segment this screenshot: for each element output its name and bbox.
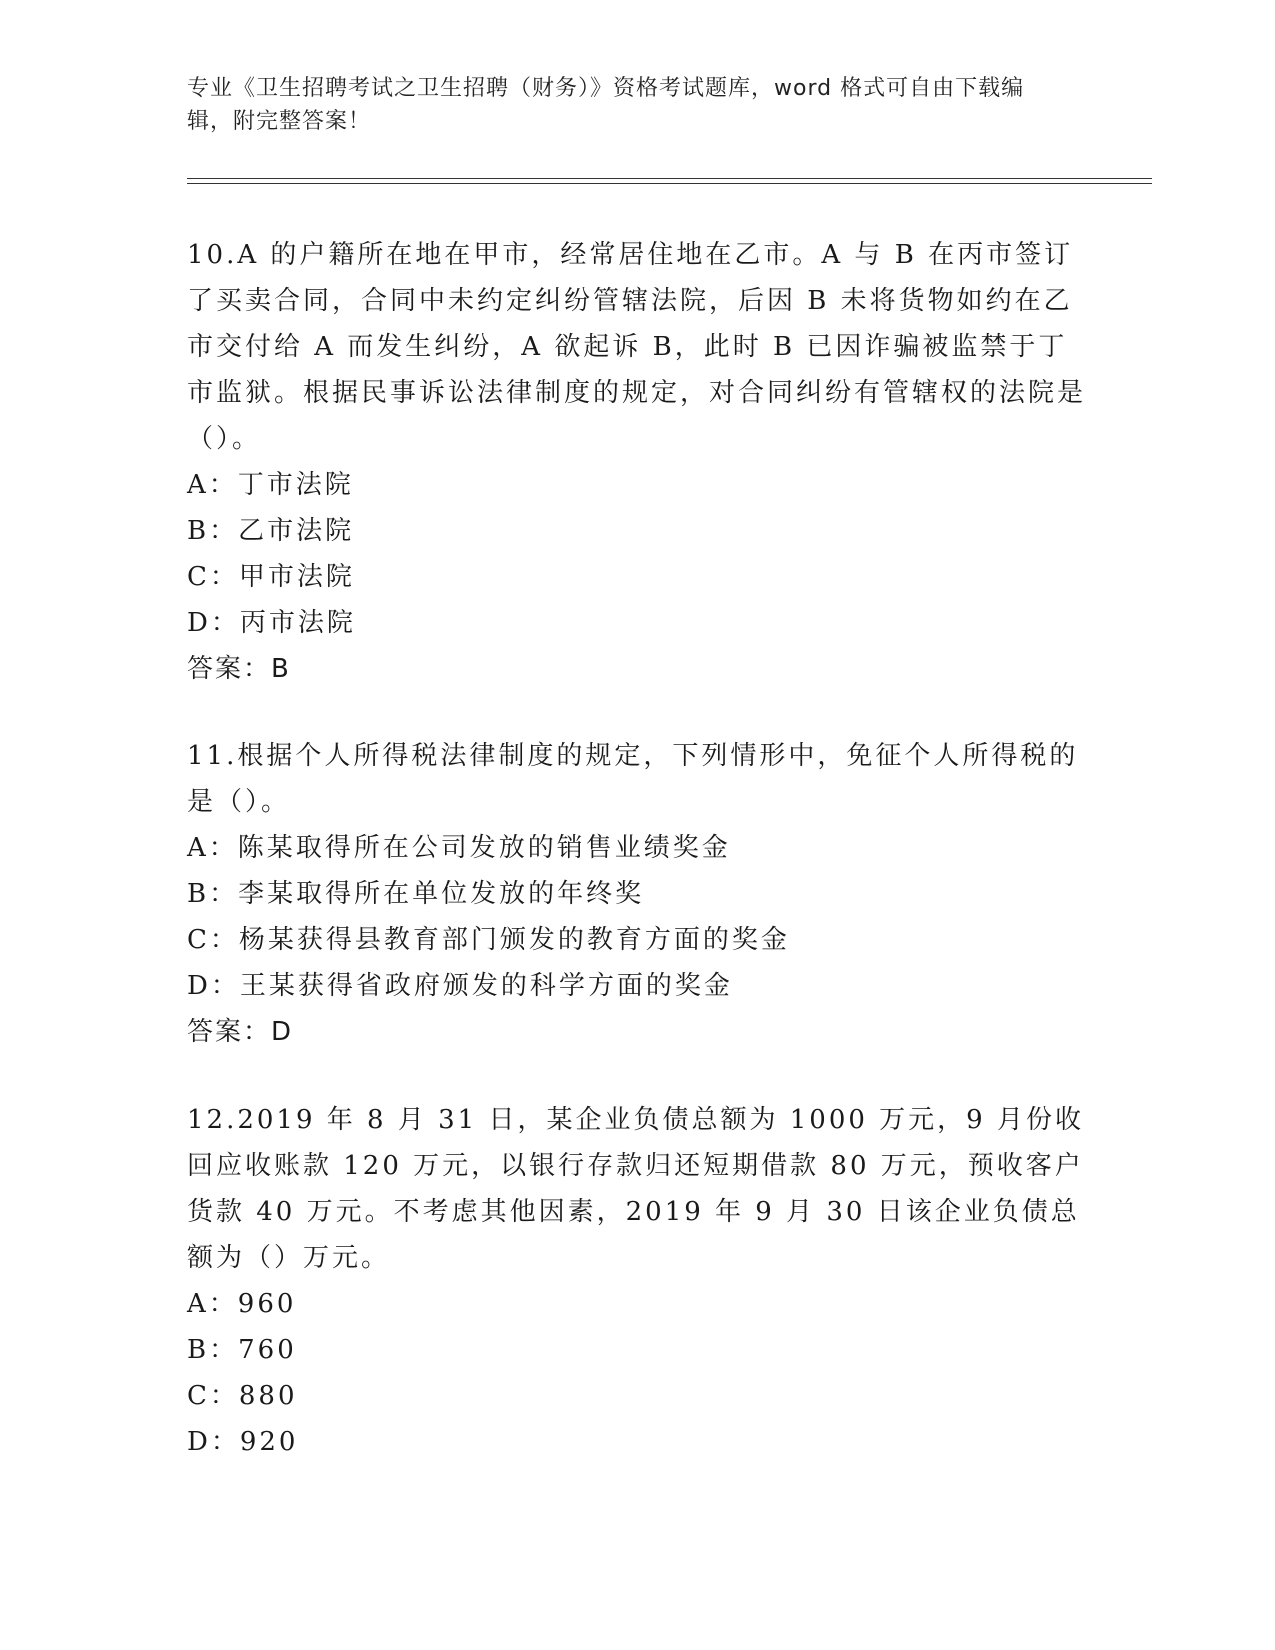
question-text: 12.2019 年 8 月 31 日，某企业负债总额为 1000 万元，9 月份收回应收账款 120 万元，以银行存款归还短期借款 80 万元，预收客户货款 40 万元。不考虑其他因素，2019 年 9 月 30 日该企业负债总额为（）万元。	[187, 1105, 1084, 1273]
question-10	[187, 232, 1087, 692]
question-11	[187, 733, 1087, 1055]
question-text: 11.根据个人所得税法律制度的规定，下列情形中，免征个人所得税的是（）。	[187, 741, 1079, 817]
option-b: B：李某取得所在单位发放的年终奖	[187, 879, 645, 909]
options-list	[187, 462, 1087, 646]
options-list	[187, 1281, 1087, 1465]
header-rule-top	[187, 178, 1152, 179]
option-d: D：丙市法院	[187, 608, 356, 638]
option-b: B：乙市法院	[187, 516, 355, 546]
option-c: C：880	[187, 1381, 298, 1411]
answer-line: 答案：D	[187, 1017, 294, 1047]
option-a: A：960	[187, 1289, 297, 1319]
options-list	[187, 825, 1087, 1009]
question-text: 10.A 的户籍所在地在甲市，经常居住地在乙市。A 与 B 在丙市签订了买卖合同，合同中未约定纠纷管辖法院，后因 B 未将货物如约在乙市交付给 A 而发生纠纷，A 欲起诉 B，此时 B 已因诈骗被监禁于丁市监狱。根据民事诉讼法律制度的规定，对合同纠纷有管辖权的法院是（）。	[187, 240, 1087, 454]
question-12	[187, 1097, 1087, 1465]
answer-line: 答案：B	[187, 654, 291, 684]
option-b: B：760	[187, 1335, 297, 1365]
option-c: C：杨某获得县教育部门颁发的教育方面的奖金	[187, 925, 790, 955]
option-d: D：王某获得省政府颁发的科学方面的奖金	[187, 971, 733, 1001]
document-header: 专业《卫生招聘考试之卫生招聘（财务）》资格考试题库，word 格式可自由下载编辑，附完整答案！	[187, 76, 1025, 134]
option-a: A：陈某取得所在公司发放的销售业绩奖金	[187, 833, 731, 863]
header-rule-bottom	[187, 183, 1152, 184]
option-a: A：丁市法院	[187, 470, 354, 500]
option-c: C：甲市法院	[187, 562, 355, 592]
option-d: D：920	[187, 1427, 299, 1457]
